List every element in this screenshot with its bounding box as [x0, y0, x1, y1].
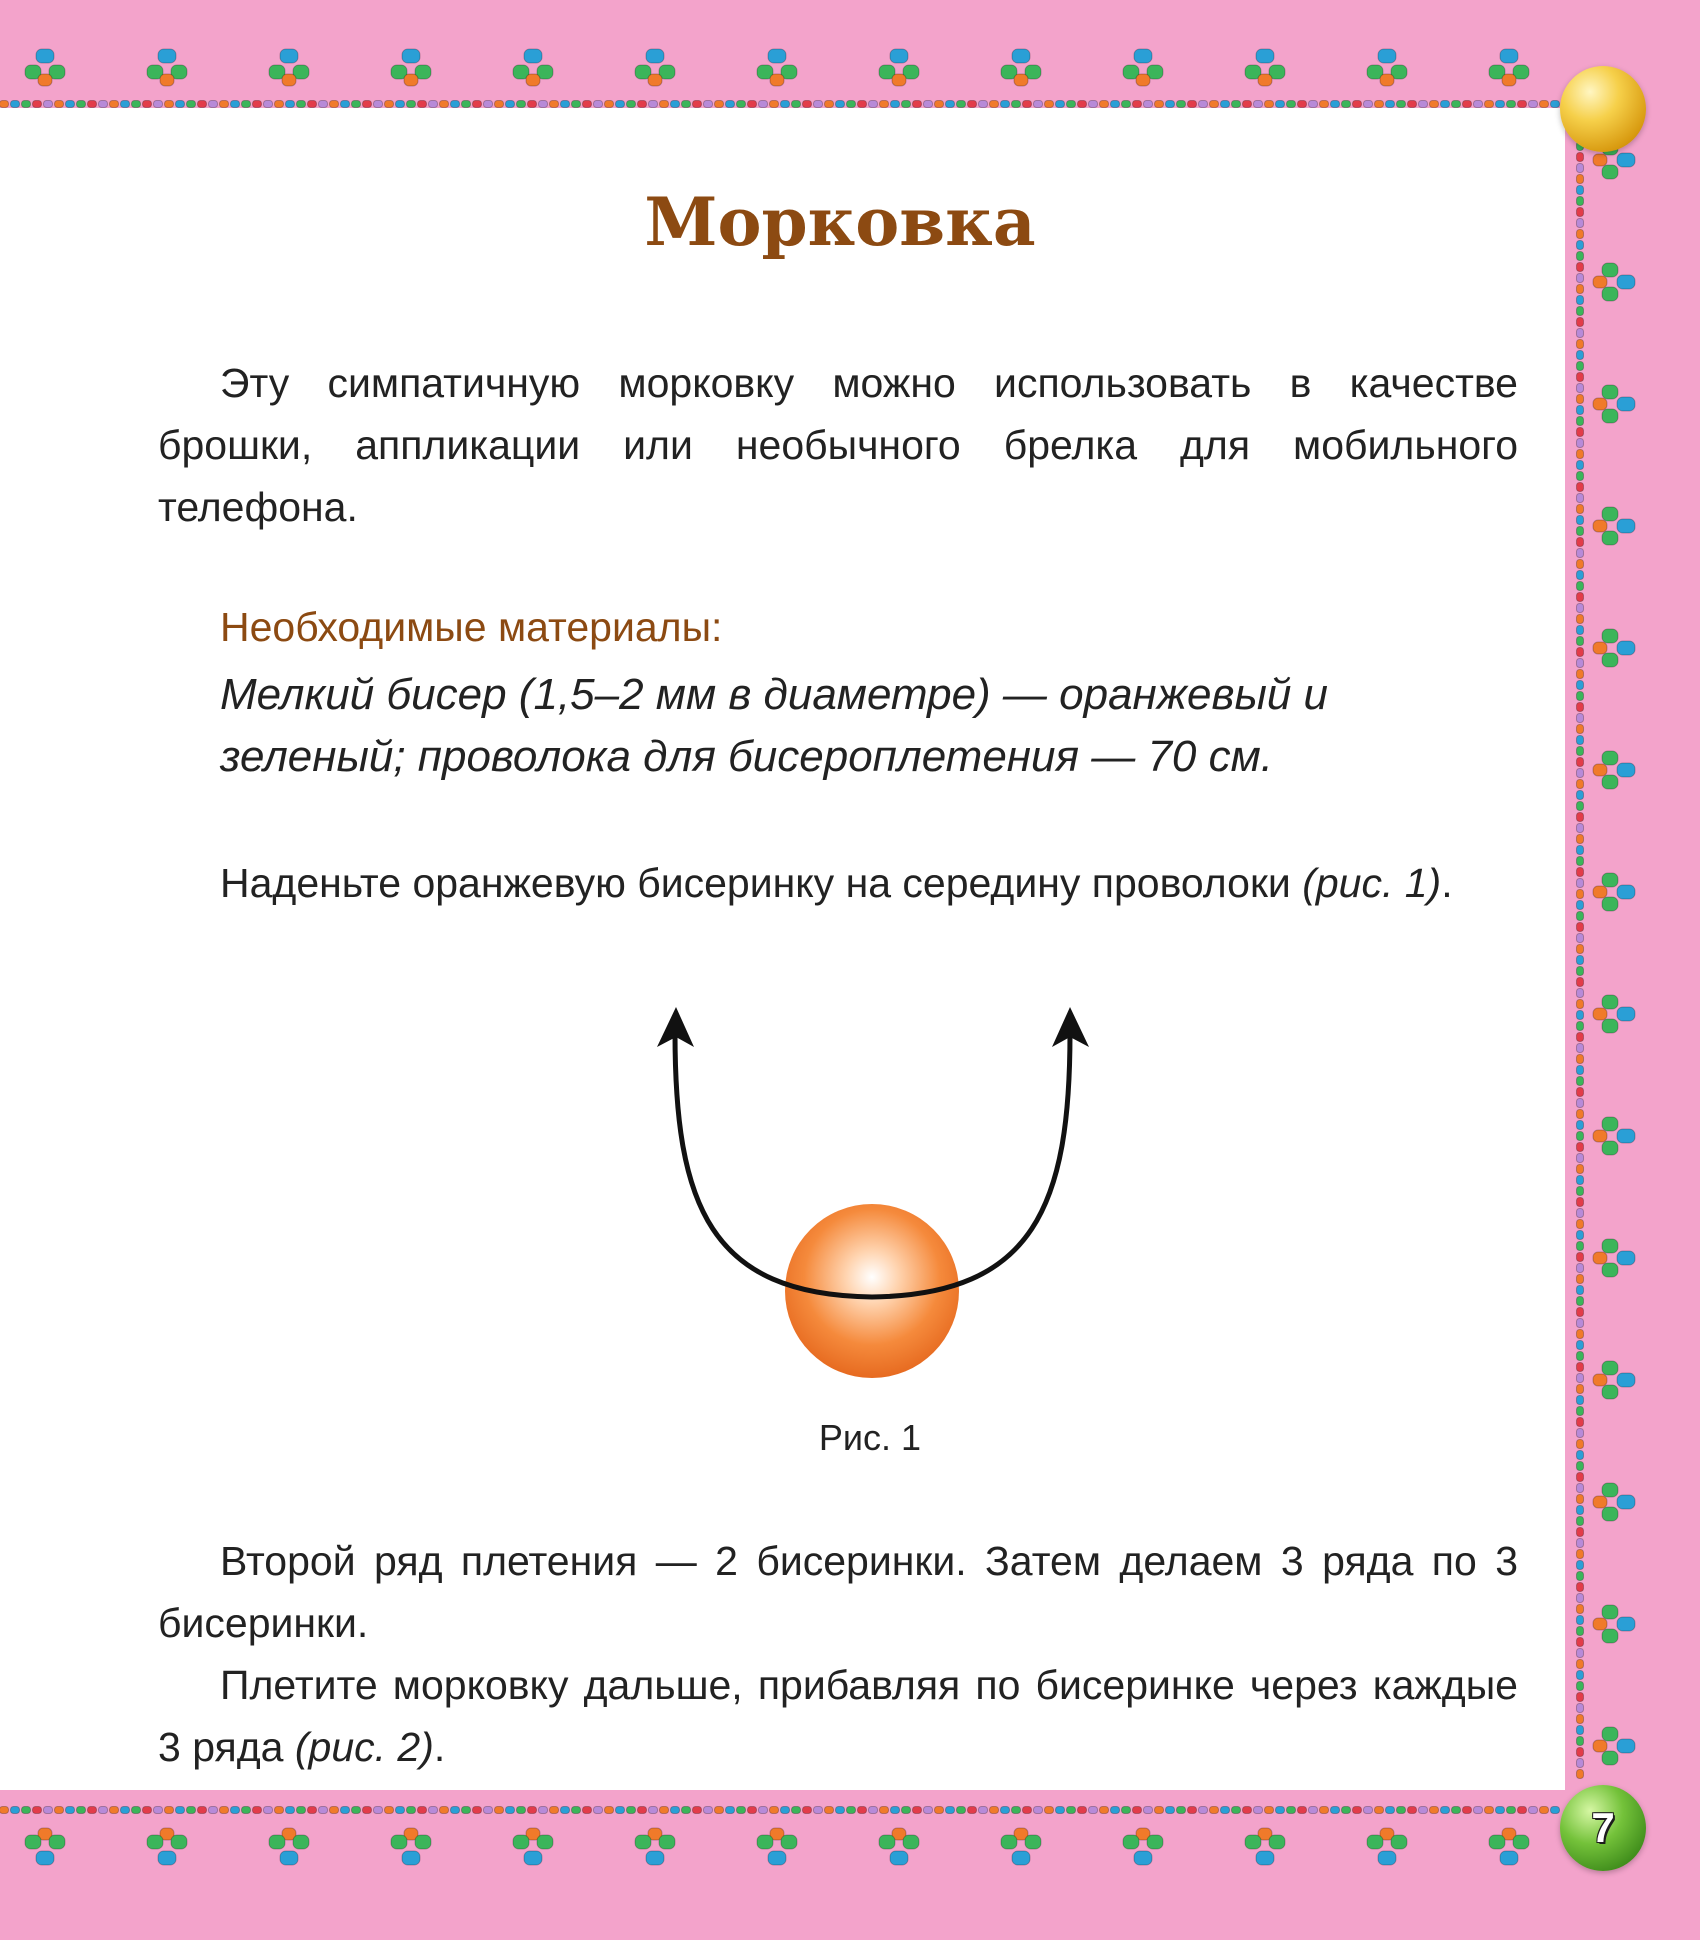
page-number: 7	[1591, 1804, 1615, 1851]
step1-text: Наденьте оранжевую бисеринку на середину проволоки	[220, 860, 1303, 906]
intro-text: Эту симпатичную морковку можно использовать в качестве брошки, аппликации или необычного брелка для мобильного телефона.	[158, 360, 1518, 530]
step1-paragraph	[158, 852, 1518, 914]
figure-1-caption: Рис. 1	[818, 1417, 922, 1458]
bead-border-bottom	[0, 1782, 1590, 1882]
step3-figure-ref: (рис. 2)	[294, 1724, 434, 1770]
materials-text: Мелкий бисер (1,5–2 мм в диаметре) — оранжевый и зеленый; проволока для бисероплетения — 70 см.	[220, 670, 1329, 781]
step1-figure-ref: (рис. 1)	[1302, 860, 1442, 906]
step3-end: .	[433, 1724, 446, 1770]
bead-border-right	[1566, 120, 1656, 1790]
intro-paragraph	[158, 352, 1518, 538]
step3-text: Плетите морковку дальше, прибавляя по бисеринке через каждые 3 ряда	[158, 1662, 1518, 1770]
figure-1-diagram	[600, 985, 1120, 1405]
step1-end: .	[1441, 860, 1453, 906]
step2-text: Второй ряд плетения — 2 бисеринки. Затем делаем 3 ряда по 3 бисеринки.	[158, 1538, 1518, 1646]
step2-paragraph	[158, 1530, 1518, 1654]
materials-heading: Необходимые материалы:	[220, 604, 723, 650]
step3-paragraph	[158, 1654, 1518, 1778]
corner-gold-bead	[1560, 66, 1646, 152]
page-number-badge	[1560, 1785, 1646, 1871]
page-title: Морковка	[644, 183, 1036, 261]
